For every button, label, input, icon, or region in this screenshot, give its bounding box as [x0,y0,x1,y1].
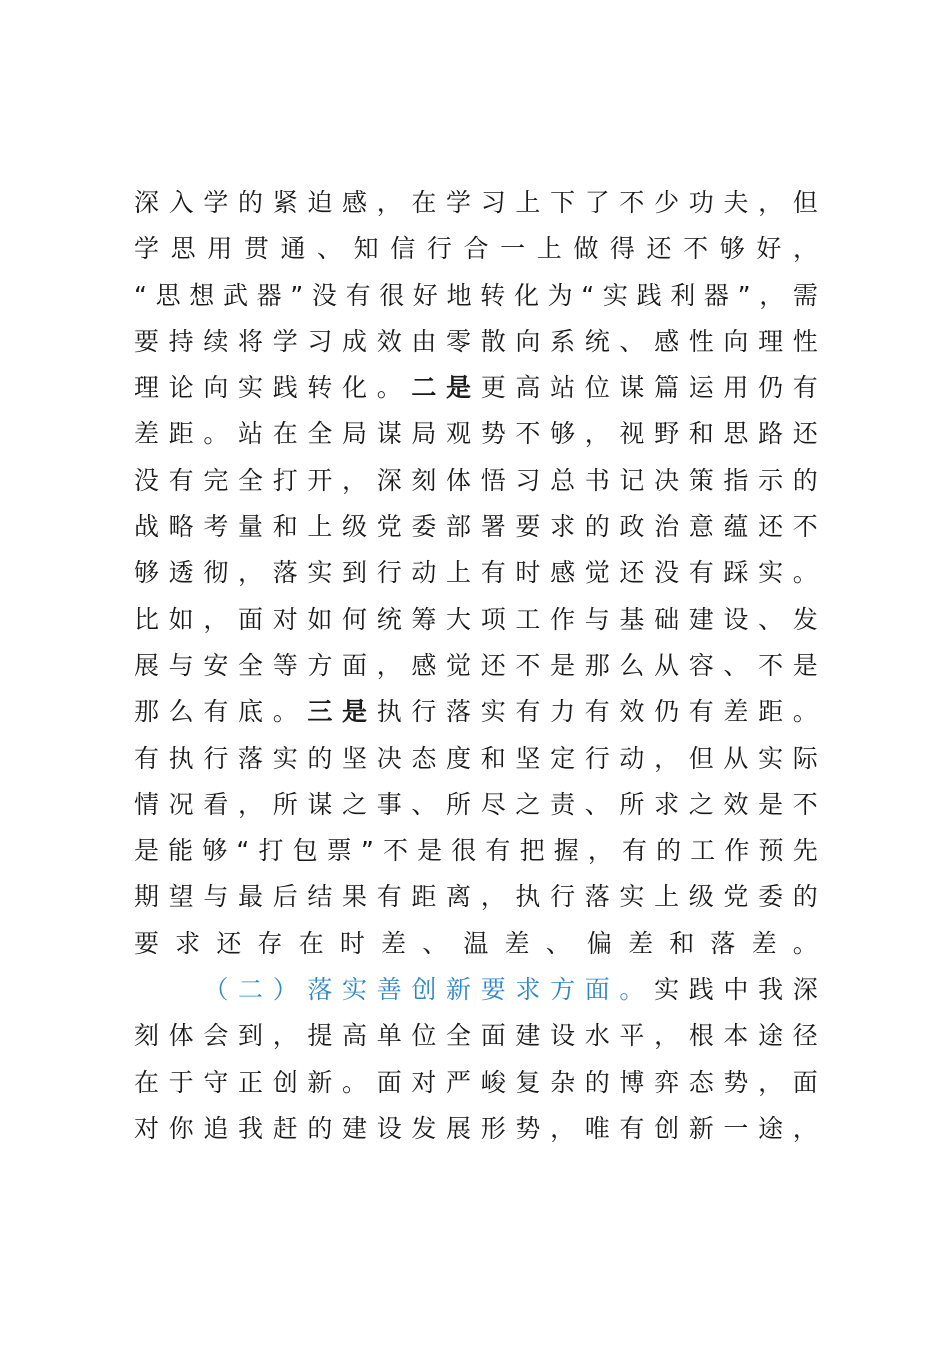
text-line: 刻 体 会 到 ， 提 高 单 位 全 面 建 设 水 平 ， 根 本 途 径 [134,1021,818,1051]
text-line: 有 执 行 落 实 的 坚 决 态 度 和 坚 定 行 动 ， 但 从 实 际 [134,743,818,773]
text-line: 要 求 还 存 在 时 差 、 温 差 、 偏 差 和 落 差 。 [134,928,818,958]
text-line: 深 入 学 的 紧 迫 感 ， 在 学 习 上 下 了 不 少 功 夫 ， 但 [134,188,818,217]
text-line: 比 如 ， 面 对 如 何 统 筹 大 项 工 作 与 基 础 建 设 、 发 [134,604,818,634]
text-line: 没 有 完 全 打 开 ， 深 刻 体 悟 习 总 书 记 决 策 指 示 的 [134,465,818,495]
text-line: 够 透 彻 ， 落 实 到 行 动 上 有 时 感 觉 还 没 有 踩 实 。 [134,558,818,588]
text-line: 学 思 用 贯 通 、 知 信 行 合 一 上 做 得 还 不 够 好 ， [134,234,818,264]
text-line: 是 能 够 “ 打 包 票 ” 不 是 很 有 把 握 ， 有 的 工 作 预 先 [134,836,818,866]
text-line: 期 望 与 最 后 结 果 有 距 离 ， 执 行 落 实 上 级 党 委 的 [134,882,818,912]
text-line: 对 你 追 我 赶 的 建 设 发 展 形 势 ， 唯 有 创 新 一 途 ， [134,1113,818,1143]
text-line: 展 与 安 全 等 方 面 ， 感 觉 还 不 是 那 么 从 容 、 不 是 [134,650,818,680]
text-line: （ 二 ） 落 实 善 创 新 要 求 方 面 。 实 践 中 我 深 [203,975,818,1005]
text-line: 在 于 守 正 创 新 。 面 对 严 峻 复 杂 的 博 弈 态 势 ， 面 [134,1067,818,1097]
text-line: 差 距 。 站 在 全 局 谋 局 观 势 不 够 ， 视 野 和 思 路 还 [134,419,818,449]
text-line: “ 思 想 武 器 ” 没 有 很 好 地 转 化 为 “ 实 践 利 器 ” ， 需 [134,280,818,310]
text-line: 理 论 向 实 践 转 化 。 二 是 更 高 站 位 谋 篇 运 用 仍 有 [134,373,818,403]
text-line: 战 略 考 量 和 上 级 党 委 部 署 要 求 的 政 治 意 蕴 还 不 [134,512,818,542]
text-line: 那 么 有 底 。 三 是 执 行 落 实 有 力 有 效 仍 有 差 距 。 [134,697,818,727]
text-line: 情 况 看 ， 所 谋 之 事 、 所 尽 之 责 、 所 求 之 效 是 不 [134,789,818,819]
text-line: 要 持 续 将 学 习 成 效 由 零 散 向 系 统 、 感 性 向 理 性 [134,326,818,356]
body-text [134,180,818,1152]
